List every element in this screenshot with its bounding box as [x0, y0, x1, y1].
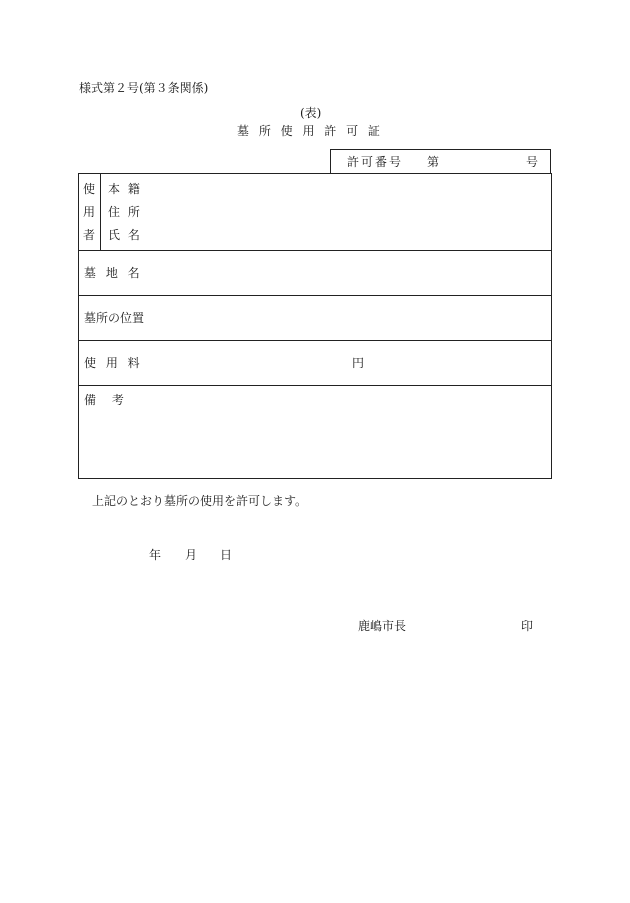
field-usage-fee: 使 用 料 — [84, 356, 143, 370]
fee-unit: 円 — [352, 356, 365, 370]
user-label-char: 使 — [83, 182, 96, 196]
row-divider — [78, 385, 552, 386]
permit-number-suffix: 号 — [526, 155, 539, 169]
user-section-divider — [100, 173, 101, 251]
row-divider — [78, 250, 552, 251]
field-name: 氏 名 — [108, 228, 142, 242]
document-title: 墓 所 使 用 許 可 証 — [237, 124, 383, 138]
permit-statement: 上記のとおり墓所の使用を許可します。 — [92, 494, 308, 508]
row-divider — [78, 295, 552, 296]
issuer-title: 鹿嶋市長 — [358, 619, 407, 633]
field-plot-location: 墓所の位置 — [84, 311, 145, 325]
permit-number-box — [330, 149, 551, 174]
permit-number-label: 許可番号 — [347, 155, 404, 169]
field-cemetery-name: 墓 地 名 — [84, 266, 143, 280]
row-divider — [78, 340, 552, 341]
date-month: 月 — [185, 548, 198, 562]
permit-number-prefix: 第 — [427, 155, 440, 169]
permit-table — [78, 173, 552, 479]
date-year: 年 — [149, 548, 162, 562]
user-label-char: 用 — [83, 205, 96, 219]
side-label: (表) — [300, 106, 322, 120]
field-address: 住 所 — [108, 205, 142, 219]
user-label-char: 者 — [83, 228, 96, 242]
date-day: 日 — [220, 548, 233, 562]
field-honseki: 本 籍 — [108, 182, 142, 196]
seal-mark: 印 — [521, 619, 534, 633]
form-id: 様式第２号(第３条関係) — [79, 81, 209, 95]
field-remarks: 備 考 — [84, 393, 130, 407]
